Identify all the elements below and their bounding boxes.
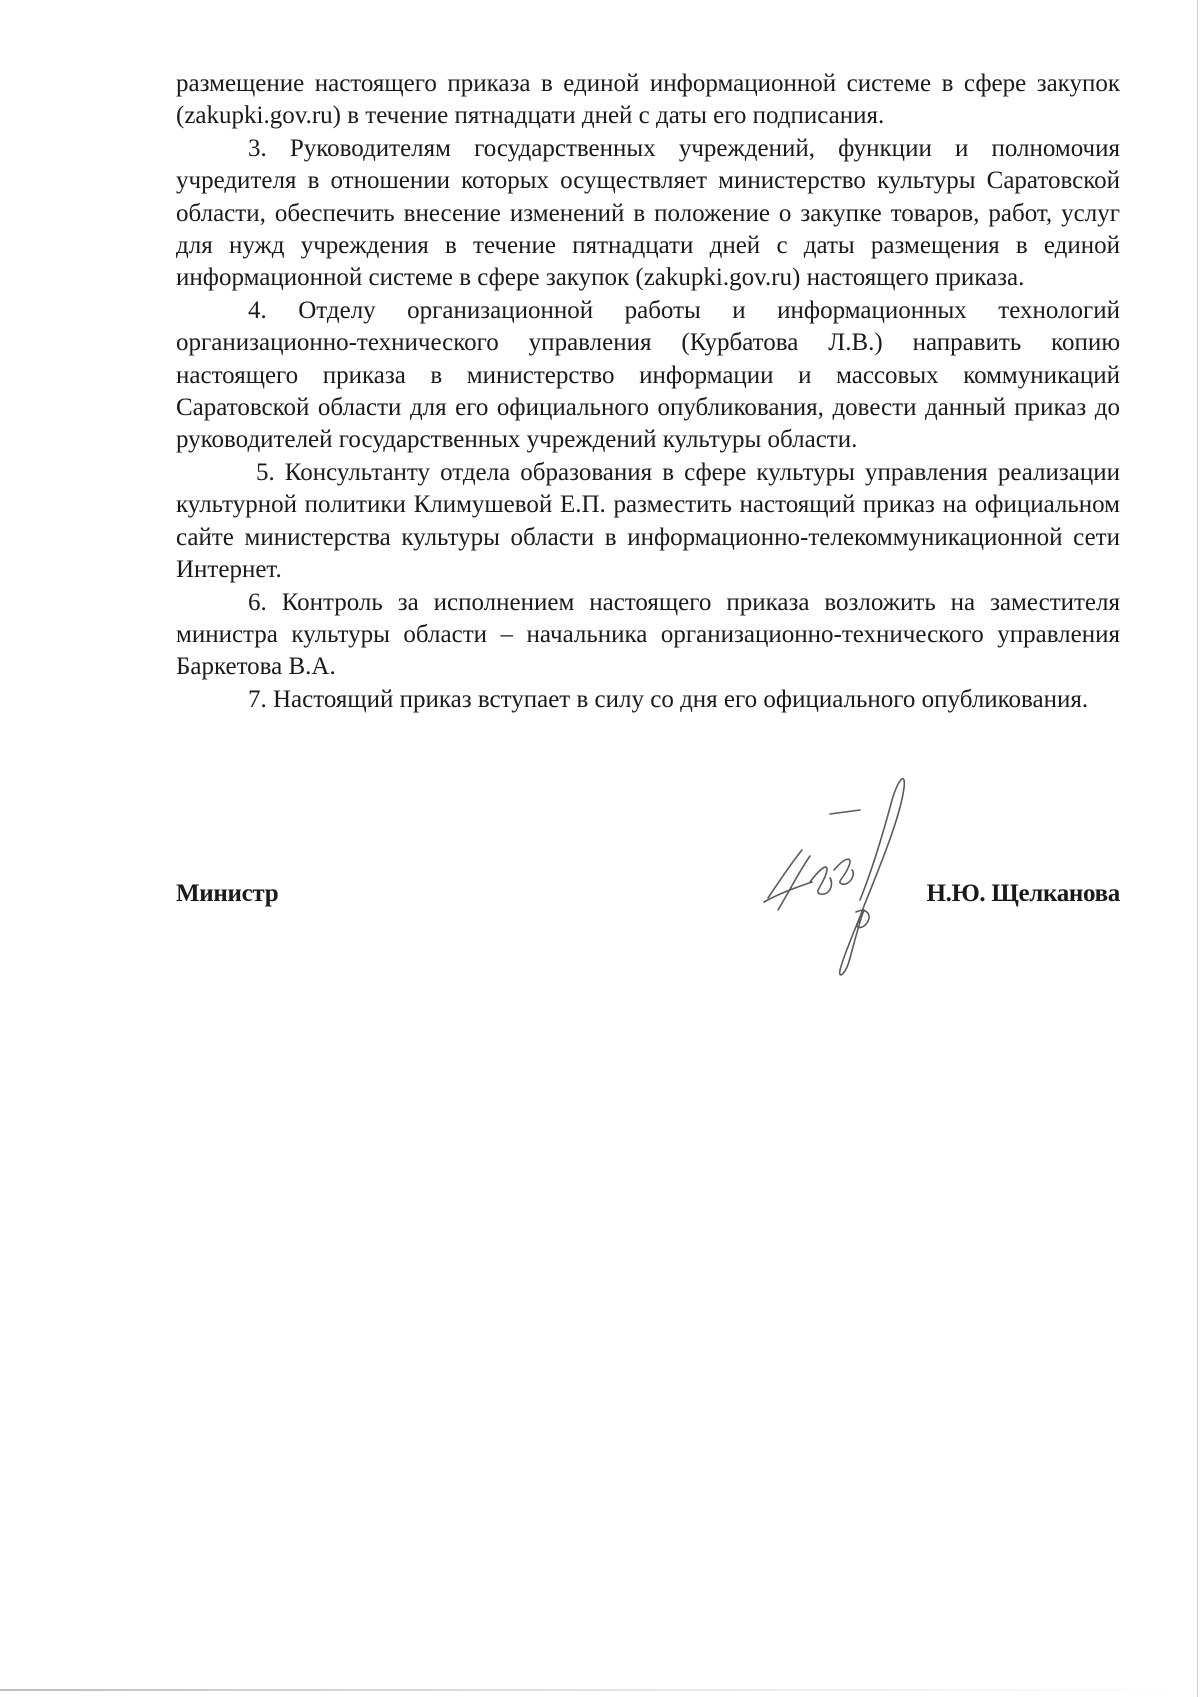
handwritten-signature	[760, 770, 930, 980]
paragraph-item-6: 6. Контроль за исполнением настоящего приказа возложить на заместителя министра культуры области – начальника организационно-технического управления Баркетова В.А.	[176, 588, 1120, 681]
scan-edge-bottom	[0, 1689, 1200, 1691]
paragraph-item-4: 4. Отделу организационной работы и информационных технологий организационно-технического управления (Курбатова Л.В.) направить копию настоящего приказа в министерство информации и массовых коммуникаций Саратовской области для его официального опубликования, довести данный приказ до руководителей государственных учреждений культуры области.	[176, 296, 1120, 454]
document-body	[176, 68, 1120, 716]
signature-block	[176, 880, 1120, 920]
signatory-name: Н.Ю. Щелканова	[926, 880, 1120, 907]
signatory-title: Министр	[176, 880, 279, 907]
scan-edge	[1197, 0, 1198, 1697]
paragraph-item-3: 3. Руководителям государственных учреждений, функции и полномочия учредителя в отношении которых осуществляет министерство культуры Саратовской области, обеспечить внесение изменений в положение о закупке товаров, работ, услуг для нужд учреждения в течение пятнадцати дней с даты размещения в единой информационной системе в сфере закупок (zakupki.gov.ru) настоящего приказа.	[176, 134, 1120, 292]
paragraph-continuation: размещение настоящего приказа в единой информационной системе в сфере закупок (zakupki.gov.ru) в течение пятнадцати дней с даты его подписания.	[176, 70, 1120, 130]
paragraph-item-5: 5. Консультанту отдела образования в сфере культуры управления реализации культурной политики Климушевой Е.П. разместить настоящий приказ на официальном сайте министерства культуры области в информационно-телекоммуникационной сети Интернет.	[176, 458, 1120, 584]
paragraph-item-7: 7. Настоящий приказ вступает в силу со дня его официального опубликования.	[248, 685, 1089, 713]
